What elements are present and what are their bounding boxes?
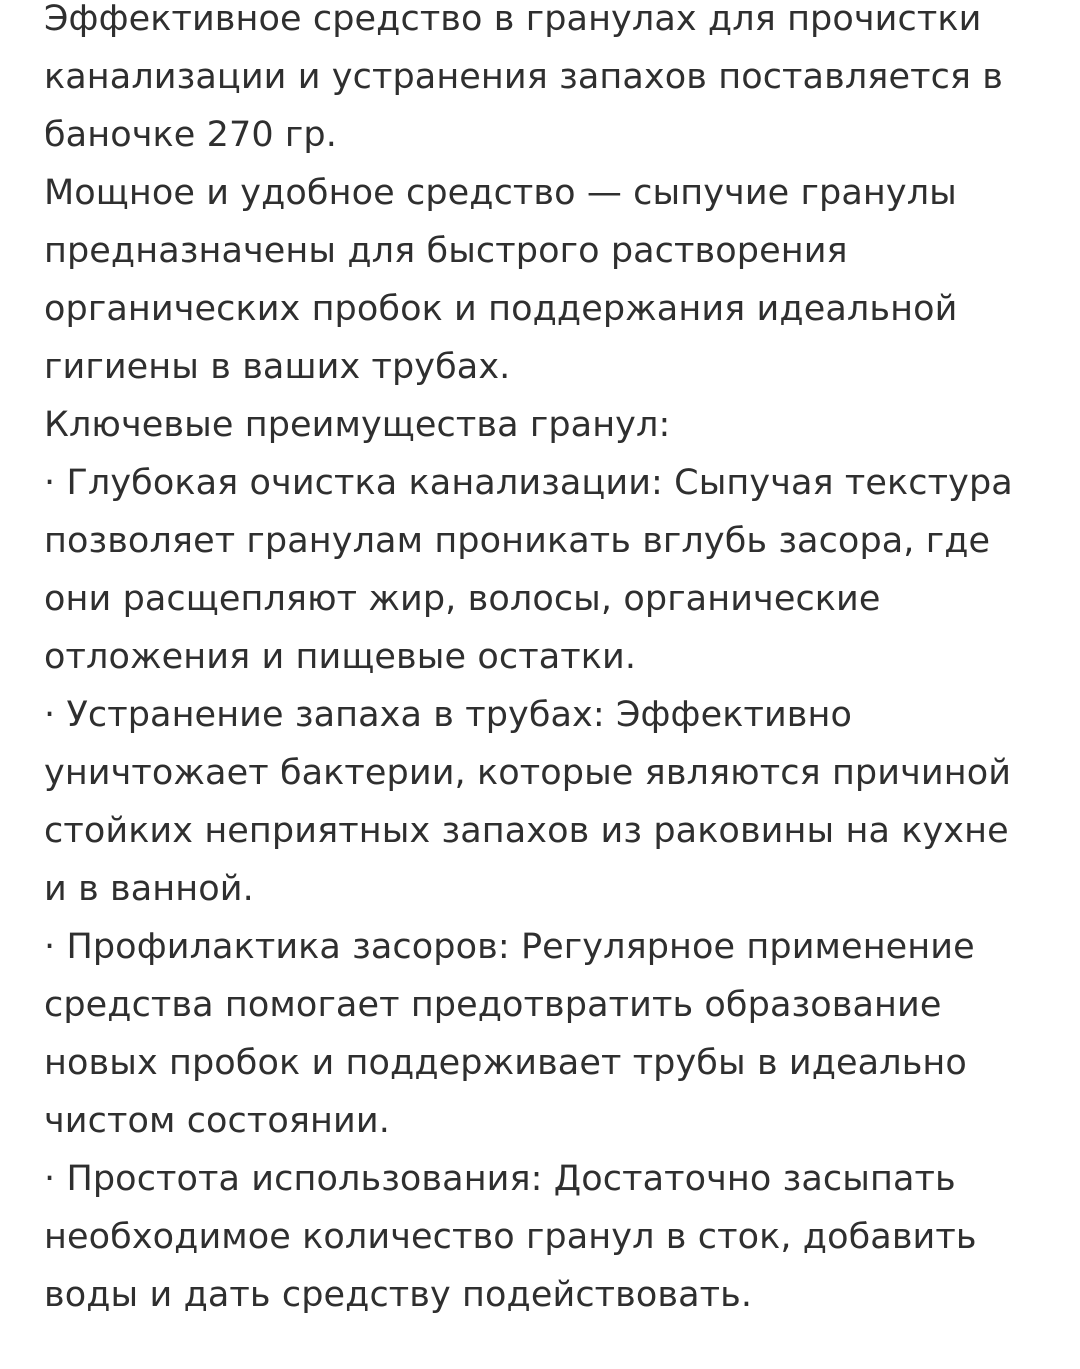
description-bullet-ease-of-use: · Простота использования: Достаточно засыпать необходимое количество гранул в сток, добавить воды и дать средству подействовать. xyxy=(44,1159,977,1315)
description-bullet-deep-cleaning: · Глубокая очистка канализации: Сыпучая текстура позволяет гранулам проникать вглубь засора, где они расщепляют жир, волосы, органические отложения и пищевые остатки. xyxy=(44,463,1013,677)
description-paragraph-1: Эффективное средство в гранулах для прочистки канализации и устранения запахов поставляется в баночке 270 гр. xyxy=(44,0,1004,155)
description-bullet-clog-prevention: · Профилактика засоров: Регулярное применение средства помогает предотвратить образование новых пробок и поддерживает трубы в идеально чистом состоянии. xyxy=(44,927,975,1141)
description-heading-benefits: Ключевые преимущества гранул: xyxy=(44,405,671,445)
description-bullet-odor-removal: · Устранение запаха в трубах: Эффективно уничтожает бактерии, которые являются причиной стойких неприятных запахов из раковины на кухне и в ванной. xyxy=(44,695,1012,909)
description-paragraph-2: Мощное и удобное средство — сыпучие гранулы предназначены для быстрого растворения органических пробок и поддержания идеальной гигиены в ваших трубах. xyxy=(44,173,958,387)
product-description-body xyxy=(44,0,1036,1324)
